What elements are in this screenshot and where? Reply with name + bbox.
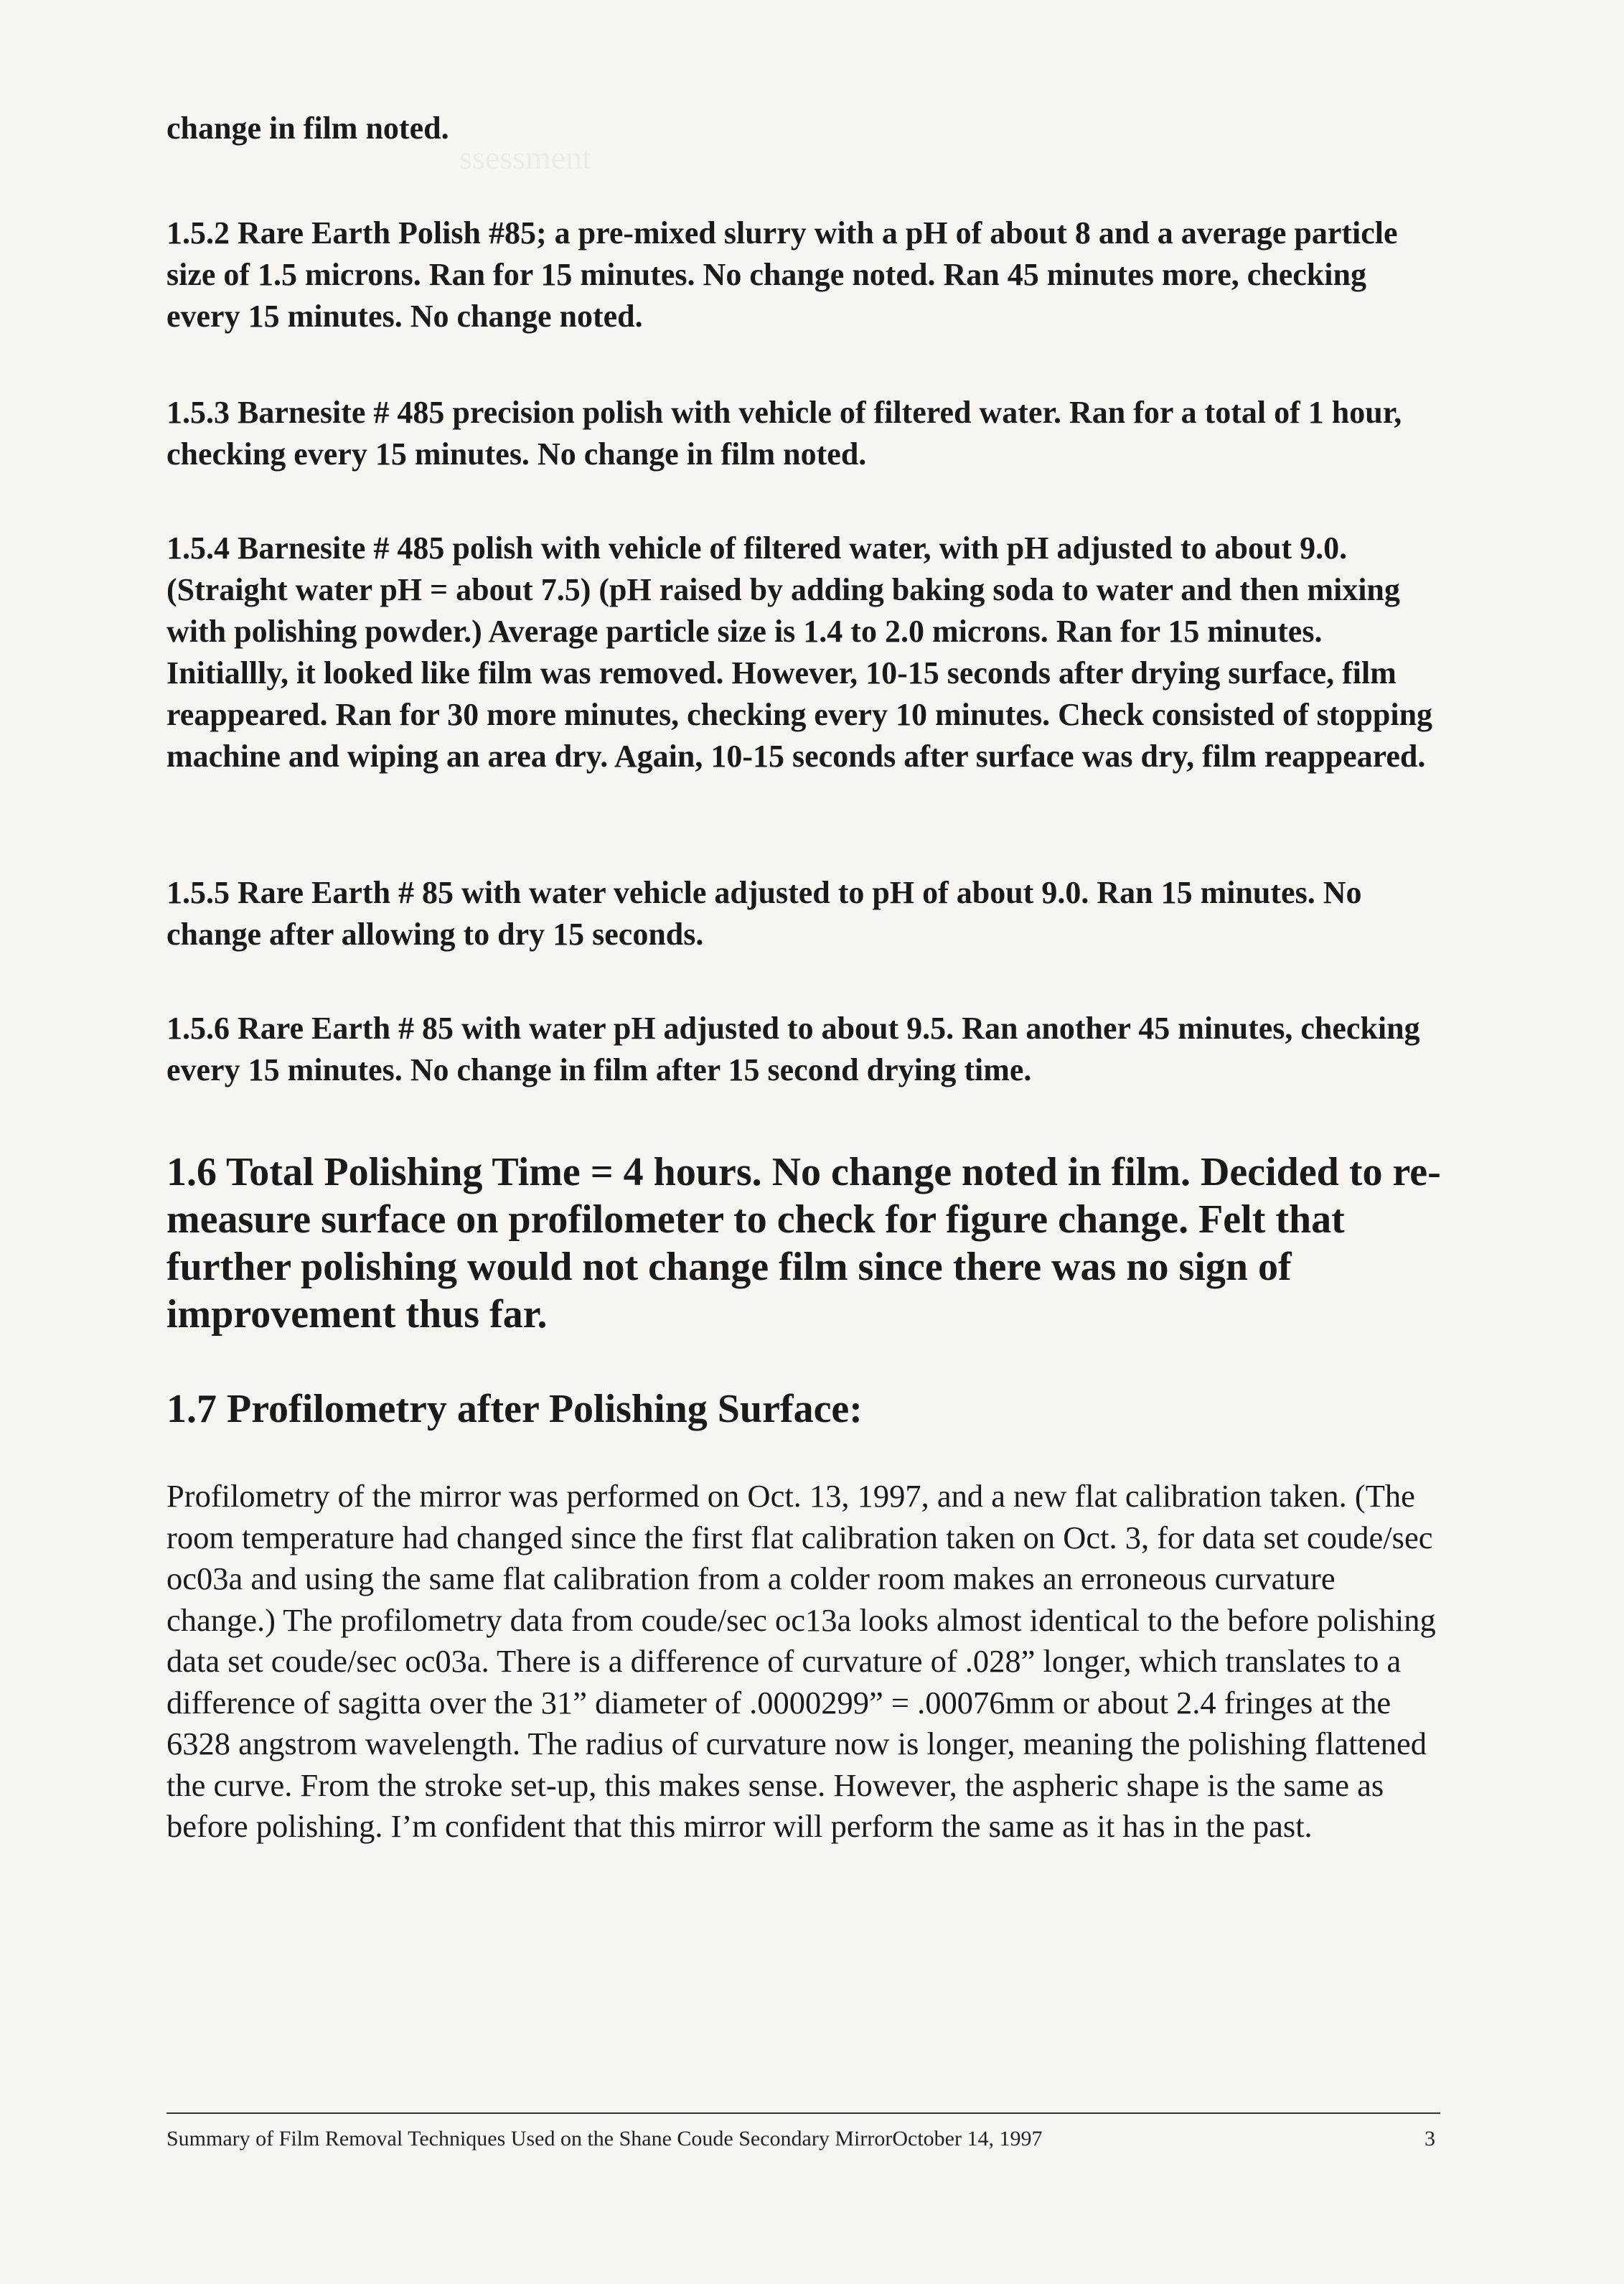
page-number: 3	[1424, 2127, 1435, 2150]
paragraph-intro: change in film noted.	[166, 111, 449, 146]
heading-1-7: 1.7 Profilometry after Polishing Surface:	[166, 1387, 863, 1431]
paragraph-1-5-4: 1.5.4 Barnesite # 485 polish with vehicle of filtered water, with pH adjusted to about 9.0. (Straight water pH = about 7.5) (pH raised by adding baking soda to water and then mixing with polishing powder.) Average particle size is 1.4 to 2.0 microns. Ran for 15 minutes. Initiallly, it looked like film was removed. However, 10-15 seconds after drying surface, film reappeared. Ran for 30 more minutes, checking every 10 minutes. Check consisted of stopping machine and wiping an area dry. Again, 10-15 seconds after surface was dry, film reappeared.	[166, 530, 1433, 774]
paragraph-1-5-3: 1.5.3 Barnesite # 485 precision polish with vehicle of filtered water. Ran for a total of 1 hour, checking every 15 minutes. No change in film noted.	[166, 395, 1402, 472]
paragraph-1-7-body: Profilometry of the mirror was performed on Oct. 13, 1997, and a new flat calibration taken. (The room temperature had changed since the first flat calibration taken on Oct. 3, for data set coude/sec oc03a and using the same flat calibration from a colder room makes an erroneous curvature change.) The profilometry data from coude/sec oc13a looks almost identical to the before polishing data set coude/sec oc03a. There is a difference of curvature of .028” longer, which translates to a difference of sagitta over the 31” diameter of .0000299” = .00076mm or about 2.4 fringes at the 6328 angstrom wavelength. The radius of curvature now is longer, meaning the polishing flattened the curve. From the stroke set-up, this makes sense. However, the aspheric shape is the same as before polishing. I’m confident that this mirror will perform the same as it has in the past.	[166, 1478, 1436, 1844]
paragraph-1-5-5: 1.5.5 Rare Earth # 85 with water vehicle adjusted to pH of about 9.0. Ran 15 minutes. No change after allowing to dry 15 seconds.	[166, 875, 1362, 952]
heading-1-6: 1.6 Total Polishing Time = 4 hours. No change noted in film. Decided to re-measure surface on profilometer to check for figure change. Felt that further polishing would not change film since there was no sign of improvement thus far.	[166, 1150, 1441, 1337]
footer-divider	[166, 2112, 1440, 2114]
footer-title: Summary of Film Removal Techniques Used on the Shane Coude Secondary MirrorOctober 14, 1997	[166, 2127, 1043, 2150]
paragraph-1-5-6: 1.5.6 Rare Earth # 85 with water pH adjusted to about 9.5. Ran another 45 minutes, checking every 15 minutes. No change in film after 15 second drying time.	[166, 1011, 1420, 1087]
paragraph-1-5-2: 1.5.2 Rare Earth Polish #85; a pre-mixed slurry with a pH of about 8 and a average particle size of 1.5 microns. Ran for 15 minutes. No change noted. Ran 45 minutes more, checking every 15 minutes. No change noted.	[166, 215, 1398, 334]
